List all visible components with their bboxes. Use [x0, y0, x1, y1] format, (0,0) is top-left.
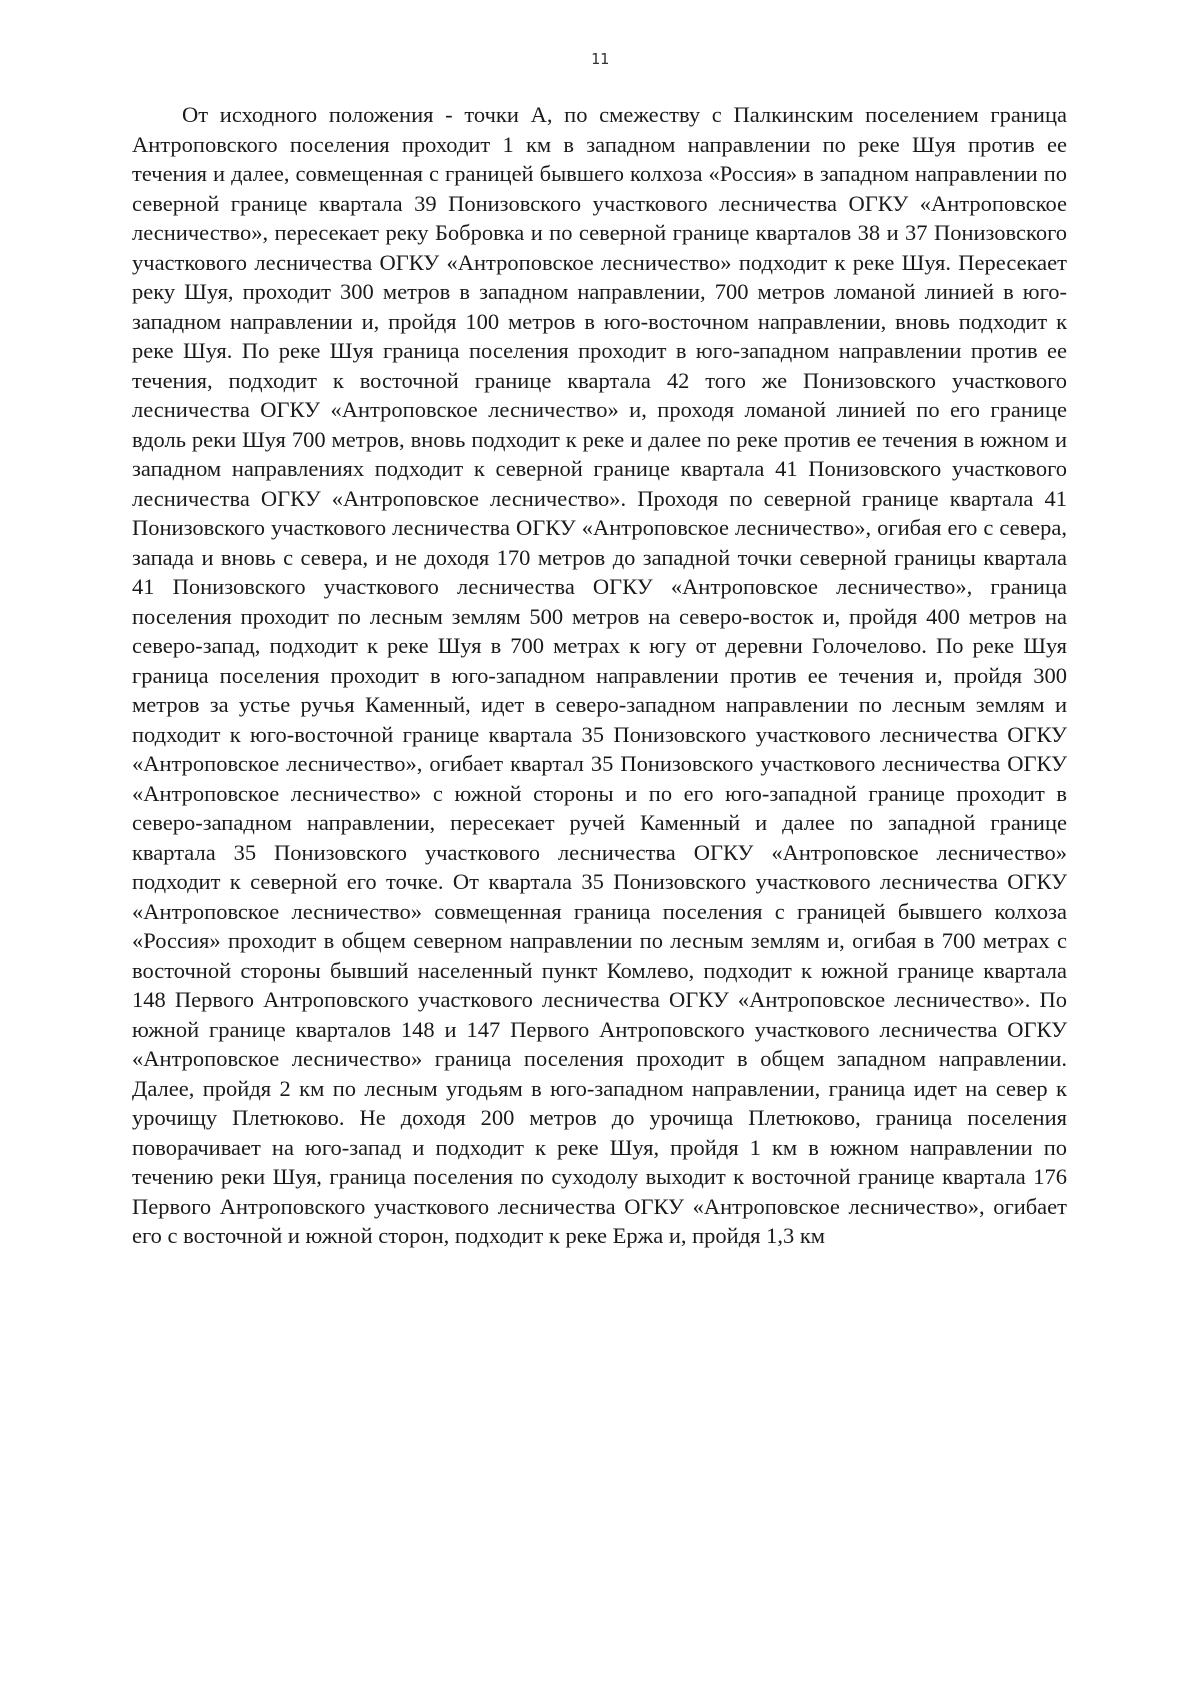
page-number: 11: [590, 50, 610, 68]
body-paragraph: От исходного положения - точки А, по смежеству с Палкинским поселением граница Антроповского поселения проходит 1 км в западном направлении по реке Шуя против ее течения и далее, совмещенная с границей бывшего колхоза «Россия» в западном направлении по северной границе квартала 39 Понизовского участкового лесничества ОГКУ «Антроповское лесничество», пересекает реку Бобровка и по северной границе кварталов 38 и 37 Понизовского участкового лесничества ОГКУ «Антроповское лесничество» подходит к реке Шуя. Пересекает реку Шуя, проходит 300 метров в западном направлении, 700 метров ломаной линией в юго-западном направлении и, пройдя 100 метров в юго-восточном направлении, вновь подходит к реке Шуя. По реке Шуя граница поселения проходит в юго-западном направлении против ее течения, подходит к восточной границе квартала 42 того же Понизовского участкового лесничества ОГКУ «Антроповское лесничество» и, проходя ломаной линией по его границе вдоль реки Шуя 700 метров, вновь подходит к реке и далее по реке против ее течения в южном и западном направлениях подходит к северной границе квартала 41 Понизовского участкового лесничества ОГКУ «Антроповское лесничество». Проходя по северной границе квартала 41 Понизовского участкового лесничества ОГКУ «Антроповское лесничество», огибая его с севера, запада и вновь с севера, и не доходя 170 метров до западной точки северной границы квартала 41 Понизовского участкового лесничества ОГКУ «Антроповское лесничество», граница поселения проходит по лесным землям 500 метров на северо-восток и, пройдя 400 метров на северо-запад, подходит к реке Шуя в 700 метрах к югу от деревни Голочелово. По реке Шуя граница поселения проходит в юго-западном направлении против ее течения и, пройдя 300 метров за устье ручья Каменный, идет в северо-западном направлении по лесным землям и подходит к юго-восточной границе квартала 35 Понизовского участкового лесничества ОГКУ «Антроповское лесничество», огибает квартал 35 Понизовского участкового лесничества ОГКУ «Антроповское лесничество» с южной стороны и по его юго-западной границе проходит в северо-западном направлении, пересекает ручей Каменный и далее по западной границе квартала 35 Понизовского участкового лесничества ОГКУ «Антроповское лесничество» подходит к северной его точке. От квартала 35 Понизовского участкового лесничества ОГКУ «Антроповское лесничество» совмещенная граница поселения с границей бывшего колхоза «Россия» проходит в общем северном направлении по лесным землям и, огибая в 700 метрах с восточной стороны бывший населенный пункт Комлево, подходит к южной границе квартала 148 Первого Антроповского участкового лесничества ОГКУ «Антроповское лесничество». По южной границе кварталов 148 и 147 Первого Антроповского участкового лесничества ОГКУ «Антроповское лесничество» граница поселения проходит в общем западном направлении. Далее, пройдя 2 км по лесным угодьям в юго-западном направлении, граница идет на север к урочищу Плетюково. Не доходя 200 метров до урочища Плетюково, граница поселения поворачивает на юго-запад и подходит к реке Шуя, пройдя 1 км в южном направлении по течению реки Шуя, граница поселения по суходолу выходит к восточной границе квартала 176 Первого Антроповского участкового лесничества ОГКУ «Антроповское лесничество», огибает его с восточной и южной сторон, подходит к реке Ержа и, пройдя 1,3 км: [132, 102, 1067, 1248]
